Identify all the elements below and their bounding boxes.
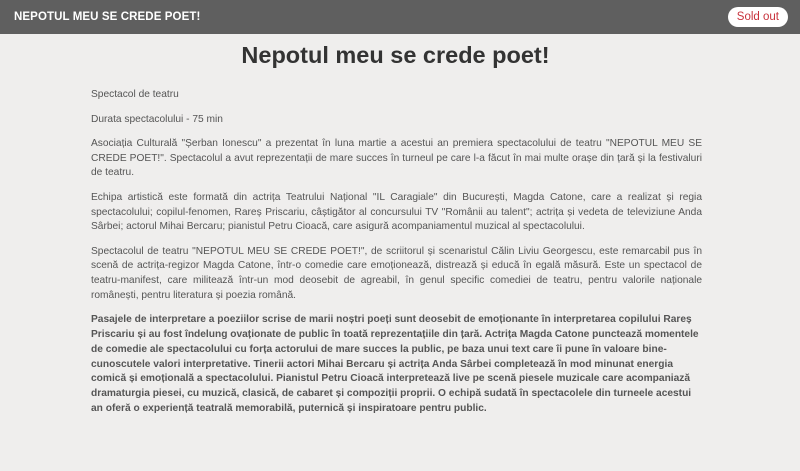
description-paragraph: Asociația Culturală "Șerban Ionescu" a prezentat în luna martie a acestui an premiera spectacolului de teatru "NEPOTUL MEU SE CREDE POET!". Spectacolul a avut reprezentații de mare succes în turneul pe care l-a făcut în mai multe orașe din țară și la festivaluri de teatru. <box>91 138 702 179</box>
event-duration: Durata spectacolului - 75 min <box>91 113 223 125</box>
highlight-paragraph: Pasajele de interpretare a poeziilor scrise de marii noștri poeți sunt deosebit de emoționante în interpretarea copilului Rareș Priscariu și au fost îndelung ovaționate de public în toată reprezentațiile din țară. Actrița Magda Catone punctează momentele de comedie ale spectacolului cu forța actorului de mare succes la public, pe baza unui text care îi pune în valoare bine-cunoscutele valori interpretative. Tinerii actori Mihai Bercaru și actrița Anda Sârbei completează în mod minunat energia comică și emoțională a spectacolului. Pianistul Petru Cioacă interpretează live pe scenă piesele muzicale care acompaniază dramaturgia piesei, cu muzică, clasică, de cabaret și compoziții proprii. O echipă sudată în spectacolele din turneele acestui an oferă o experiență teatrală memorabilă, puternică și inspiratoare pentru public. <box>91 314 699 414</box>
top-bar <box>0 0 800 34</box>
event-description <box>0 42 702 417</box>
description-paragraph: Echipa artistică este formată din actrița Teatrului Național "IL Caragiale" din București, Magda Catone, care a realizat și regia spectacolului; copilul-fenomen, Rareș Priscariu, câștigător al concursului TV "Românii au talent"; actrița și vedeta de televiziune Anda Sârbei; actorul Mihai Bercaru; pianistul Petru Cioacă, care asigură acompaniamentul muzical al spectacolului. <box>91 191 702 233</box>
sold-out-button[interactable]: Sold out <box>728 7 788 27</box>
event-title-header: NEPOTUL MEU SE CREDE POET! <box>14 11 201 23</box>
description-paragraph: Spectacolul de teatru "NEPOTUL MEU SE CREDE POET!", de scriitorul și scenaristul Călin Liviu Georgescu, este remarcabil pus în scenă de actrița-regizor Magda Catone, într-o comedie care emoționează, distrează și educă în egală măsură. Este un spectacol de teatru-manifest, care militează într-un mod deosebit de agreabil, în genul specific comediei de teatru, pentru valorile naționale românești, pentru literatura și poezia română. <box>91 245 702 301</box>
page-title: Nepotul meu se crede poet! <box>241 42 550 68</box>
event-type: Spectacol de teatru <box>91 89 179 100</box>
